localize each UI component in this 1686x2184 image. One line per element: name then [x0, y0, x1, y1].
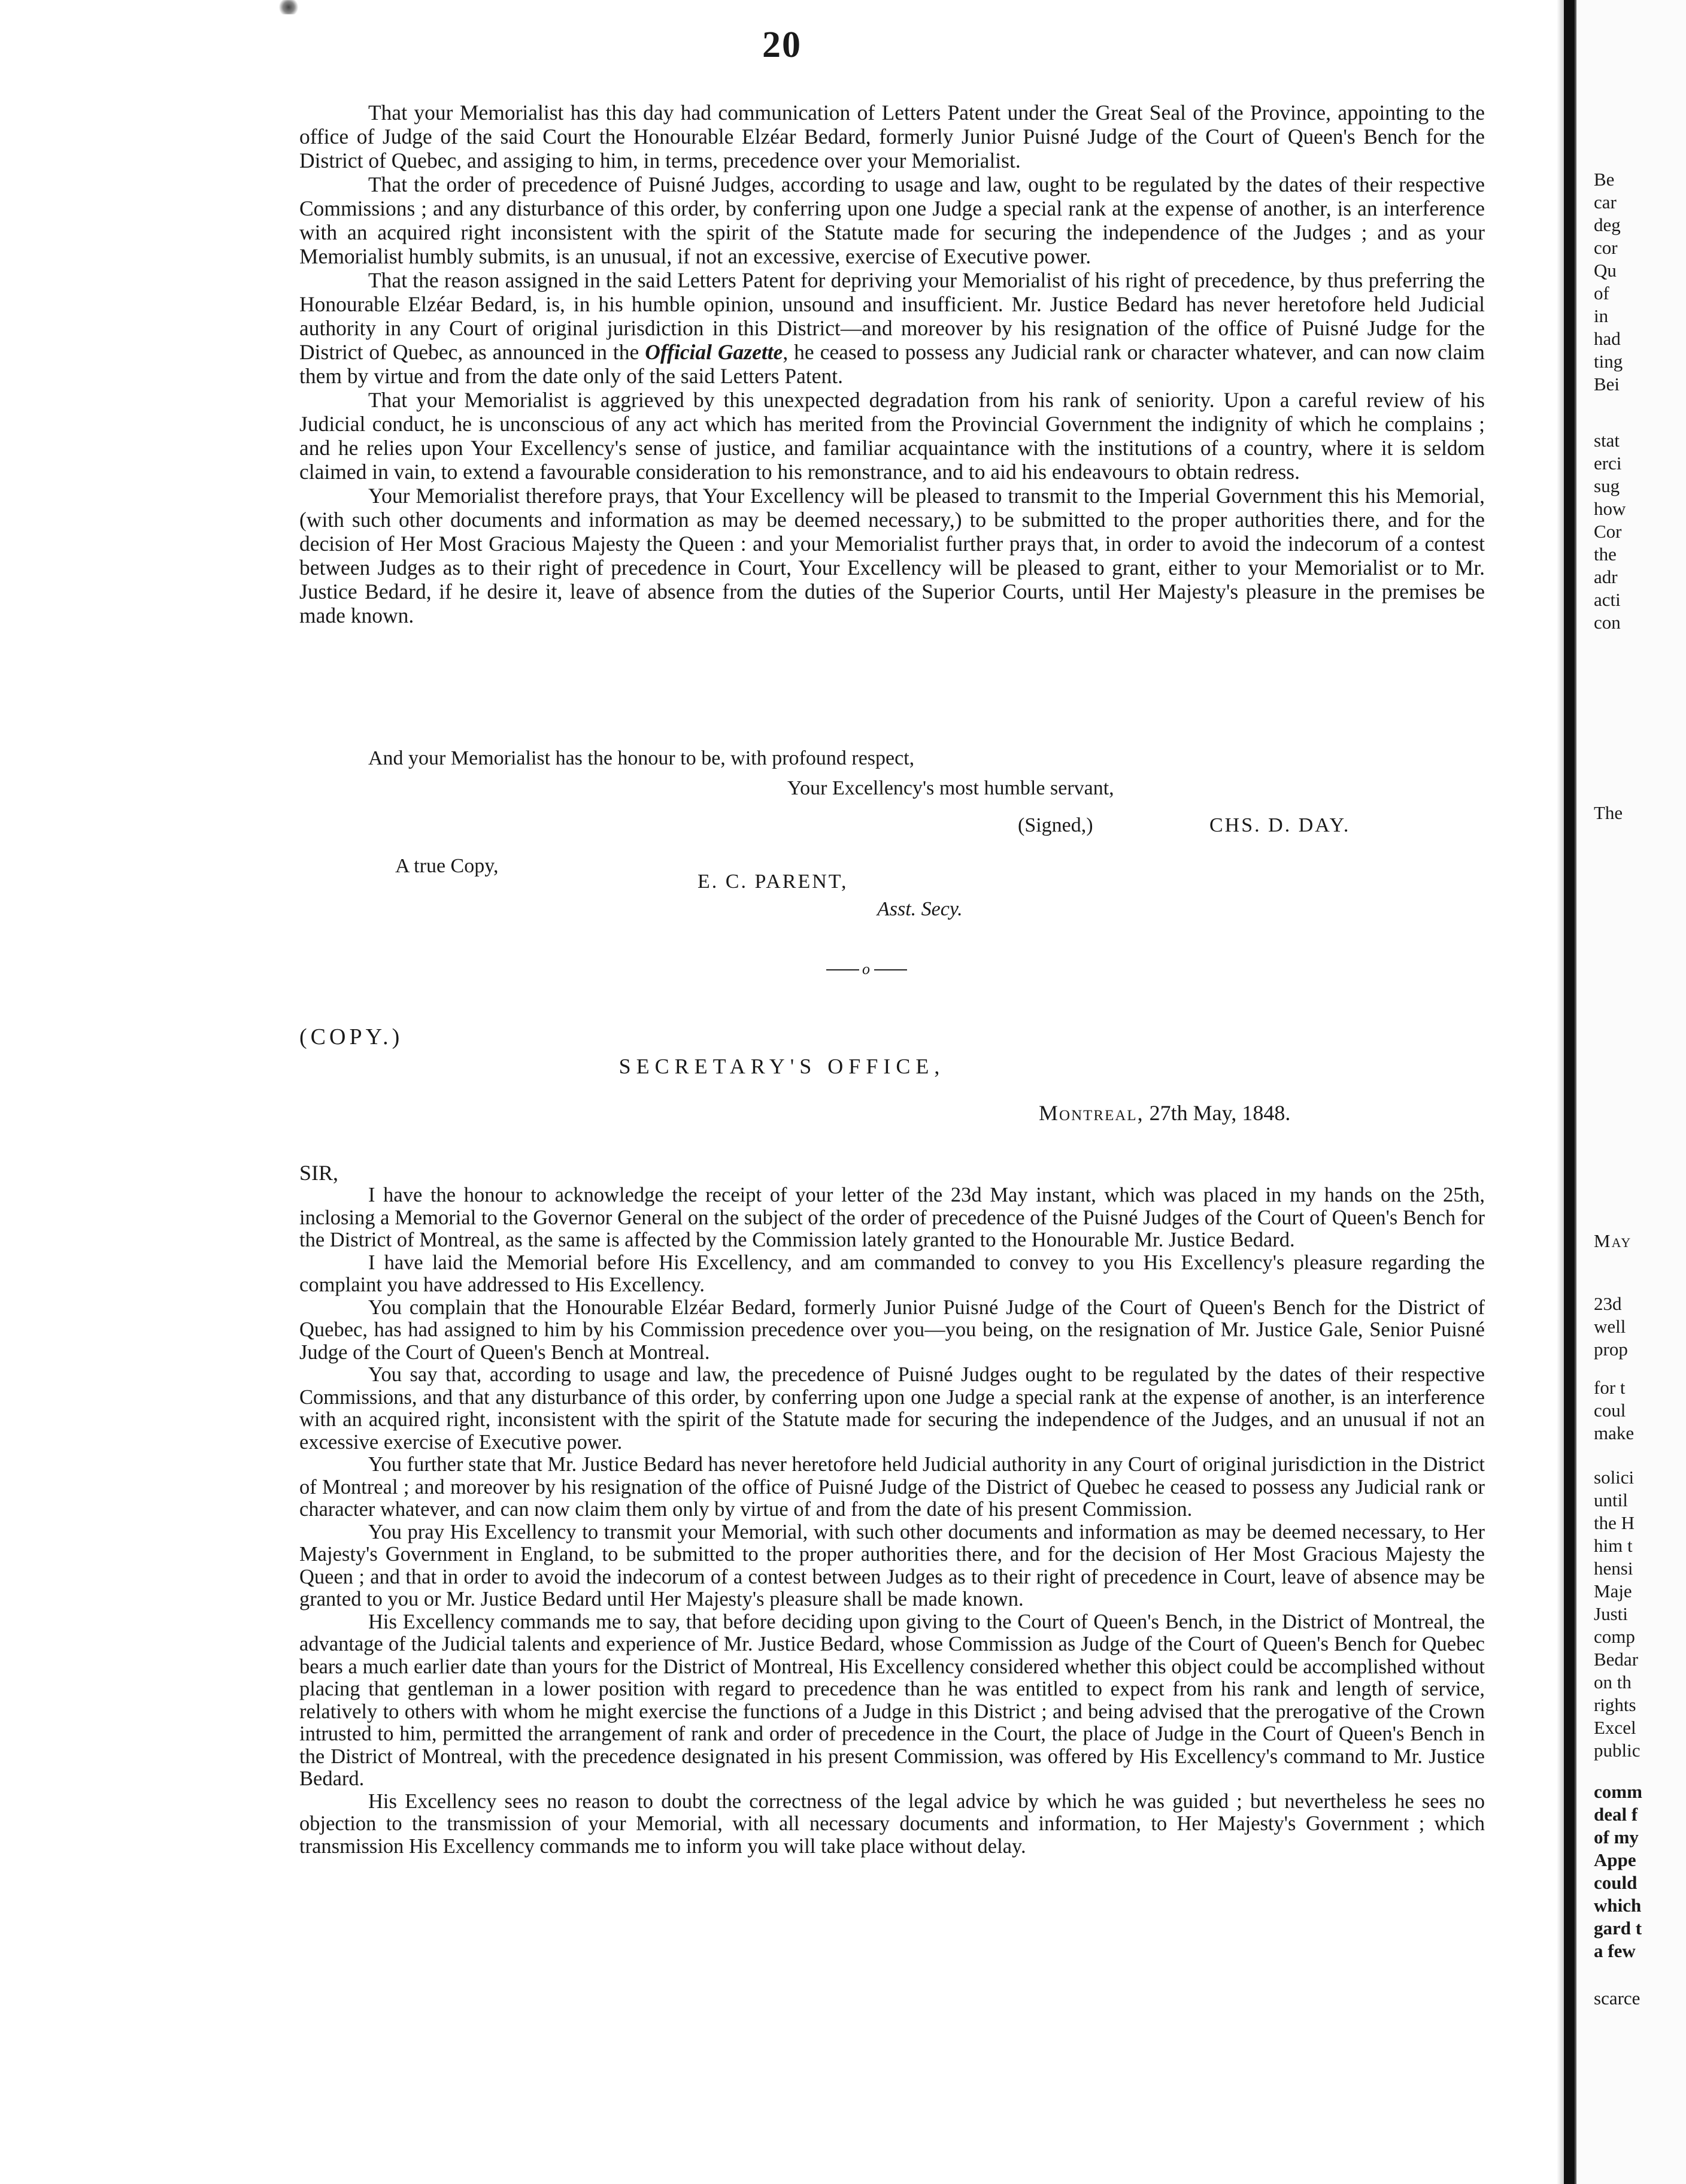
facing-page-fragment: how: [1594, 498, 1626, 519]
reply-paragraph: His Excellency sees no reason to doubt the correctness of the legal advice by which he was guided ; but nevertheless he sees no objection to the transmission of your Memorial, with all necessary documents and information, to Her Majesty's Government ; which transmission His Excellency commands me to inform you will take place without delay.: [299, 1789, 1485, 1858]
memorial-paragraph: Your Memorialist therefore prays, that Your Excellency will be pleased to transmit to the Imperial Government this his Memorial, (with such other documents and information as may be deemed necessary,) to be submitted to the proper authorities there, and for the decision of Her Most Gracious Majesty the Queen : and your Memorialist further prays that, in order to avoid the indecorum of a contest between Judges as to their right of precedence in Court, Your Excellency will be pleased to grant, either to your Memorialist or to Mr. Justice Bedard, if he desire it, leave of absence from the duties of the Superior Courts, until Her Majesty's pleasure in the premises be made known.: [299, 484, 1485, 627]
facing-page-fragment: well: [1594, 1316, 1626, 1337]
facing-page-fragment: a few: [1594, 1940, 1636, 1961]
facing-page-fragment: Cor: [1594, 521, 1622, 542]
facing-page-fragment: stat: [1594, 430, 1620, 451]
facing-page-fragment: comm: [1594, 1781, 1642, 1802]
facing-page-fragment: acti: [1594, 589, 1621, 610]
reply-dateline: [1039, 1100, 1290, 1126]
memorial-body: [299, 101, 1485, 627]
facing-page-fragment: gard t: [1594, 1918, 1642, 1939]
office-heading: SECRETARY'S OFFICE,: [618, 1054, 945, 1078]
book-gutter: [1564, 0, 1575, 2184]
facing-page-fragment: make: [1594, 1422, 1635, 1443]
facing-page-fragment: adr: [1594, 566, 1618, 587]
gutter-shadow: [1557, 0, 1564, 2184]
facing-page-fragment: on th: [1594, 1672, 1632, 1692]
reply-paragraph: You pray His Excellency to transmit your Memorial, with such other documents and information as may be deemed necessary, to Her Majesty's Government in England, to be submitted to the proper authorities there, and for the decision of Her Most Gracious Majesty the Queen ; and that in order to avoid the indecorum of a contest between Judges as to their right of precedence in Court, leave of absence may be granted to you or Mr. Justice Bedard until Her Majesty's pleasure shall be made known.: [299, 1520, 1485, 1610]
memorial-paragraph: That the reason assigned in the said Letters Patent for depriving your Memorialist of his right of precedence, by thus preferring the Honourable Elzéar Bedard, is, in his humble opinion, unsound and insufficient. Mr. Justice Bedard has never heretofore held Judicial authority in any Court of original jurisdiction in this District—and moreover by his resignation of the office of Puisné Judge for the District of Quebec, as announced in the Official Gazette, he ceased to possess any Judicial rank or character whatever, and can now claim them by virtue and from the date only of the said Letters Patent.: [299, 268, 1485, 388]
facing-page-fragment: hensi: [1594, 1558, 1633, 1579]
divider-mark: o: [862, 960, 870, 978]
facing-page-fragment: cor: [1594, 237, 1618, 258]
facing-page-fragment: the: [1594, 544, 1617, 565]
facing-page-fragment: con: [1594, 612, 1621, 633]
facing-page-fragment: deg: [1594, 214, 1621, 235]
reply-paragraph: You complain that the Honourable Elzéar Bedard, formerly Junior Puisné Judge of the Court of Queen's Bench for the District of Quebec, has had assigned to him by his Commission precedence over you—you being, on the resignation of Mr. Justice Gale, Senior Puisné Judge of the Court of Queen's Bench at Montreal.: [299, 1296, 1485, 1364]
facing-page-fragment: Maje: [1594, 1581, 1632, 1601]
reply-paragraph: I have laid the Memorial before His Excellency, and am commanded to convey to you His Excellency's pleasure regarding the complaint you have addressed to His Excellency.: [299, 1251, 1485, 1296]
facing-page-fragment: Appe: [1594, 1849, 1636, 1870]
facing-page-fragment: had: [1594, 328, 1621, 349]
memorial-signer: CHS. D. DAY.: [1209, 814, 1351, 836]
reply-body: [299, 1184, 1485, 1858]
signed-label: (Signed,): [1018, 814, 1093, 836]
facing-page-fragment: Qu: [1594, 260, 1617, 281]
copy-label: (COPY.): [299, 1024, 404, 1049]
facing-page-fragment: The: [1594, 802, 1623, 823]
facing-page-fragment: May: [1594, 1230, 1632, 1251]
reply-paragraph: His Excellency commands me to say, that before deciding upon giving to the Court of Queen's Bench, in the District of Montreal, the advantage of the Judicial talents and experience of Mr. Justice Bedard, whose Commission as Judge of the Court of Queen's Bench for Quebec bears a much earlier date than yours for the District of Montreal, His Excellency considered whether this object could be accomplished without placing that gentleman in a lower position with regard to precedence than he was entitled to expect from his rank and length of service, relatively to others with whom he might exercise the functions of a Judge in this District ; and being advised that the prerogative of the Crown intrusted to him, permitted the arrangement of rank and order of precedence in the Court, the place of Judge in the Court of Queen's Bench in the District of Montreal, with the precedence designated in his present Commission, was offered by His Excellency's command to Mr. Justice Bedard.: [299, 1610, 1485, 1790]
facing-page-fragment: Justi: [1594, 1603, 1628, 1624]
facing-page-fragment: of my: [1594, 1827, 1639, 1848]
facing-page-fragment: Be: [1594, 169, 1615, 190]
salutation: SIR,: [299, 1161, 339, 1185]
facing-page-fragment: for t: [1594, 1377, 1626, 1398]
facing-page-fragment: him t: [1594, 1535, 1633, 1556]
section-divider: [826, 960, 910, 978]
reply-paragraph: You say that, according to usage and law, the precedence of Puisné Judges ought to be regulated by the dates of their respective Commissions, and that any disturbance of this order, by conferring upon one Judge a special rank at the expense of another, is an interference with an acquired right, inconsistent with the spirit of the Statute made for securing the independence of the Judges, and an unusual if not an excessive exercise of Executive power.: [299, 1363, 1485, 1454]
facing-page-fragment: Bei: [1594, 374, 1620, 395]
facing-page-fragment: could: [1594, 1872, 1638, 1893]
reply-paragraph: I have the honour to acknowledge the receipt of your letter of the 23d May instant, which was placed in my hands on the 25th, inclosing a Memorial to the Governor General on the subject of the order of precedence of the Puisné Judges of the Court of Queen's Bench for the District of Montreal, as the same is affected by the Commission lately granted to the Honourable Mr. Justice Bedard.: [299, 1184, 1485, 1251]
facing-page-fragment: in: [1594, 305, 1609, 326]
copy-signer: E. C. PARENT,: [698, 870, 848, 893]
facing-page-fragment: which: [1594, 1895, 1642, 1916]
date-rest: 27th May, 1848.: [1149, 1101, 1291, 1125]
facing-page-fragment: public: [1594, 1740, 1640, 1761]
memorial-paragraph: That the order of precedence of Puisné Judges, according to usage and law, ought to be regulated by the dates of their respective Commissions ; and any disturbance of this order, by conferring upon one Judge a special rank at the expense of another, is an interference with an acquired right inconsistent with the spirit of the Statute made for securing the independence of the Judges ; and as your Memorialist humbly submits, is an unusual, if not an excessive, exercise of Executive power.: [299, 172, 1485, 268]
facing-page-fragment: prop: [1594, 1339, 1628, 1360]
facing-page-fragment: the H: [1594, 1512, 1635, 1533]
facing-page-fragment: deal f: [1594, 1804, 1638, 1825]
facing-page-edge: [1575, 0, 1576, 2184]
memorial-servant-line: Your Excellency's most humble servant,: [787, 777, 1114, 799]
memorial-paragraph: That your Memorialist is aggrieved by this unexpected degradation from his rank of seniority. Upon a careful review of his Judicial conduct, he is unconscious of any act which has merited from the Provincial Government the indignity of which he complains ; and he relies upon Your Excellency's sense of justice, and familiar acquaintance with the institutions of a country, where it is seldom claimed in vain, to extend a favourable consideration to his remonstrance, and to aid his endeavours to obtain redress.: [299, 388, 1485, 484]
facing-page-fragment: erci: [1594, 453, 1622, 474]
memorial-closing: And your Memorialist has the honour to be, with profound respect,: [368, 747, 915, 769]
facing-page-fragment: 23d: [1594, 1293, 1622, 1314]
facing-page-fragment: coul: [1594, 1400, 1626, 1421]
reply-paragraph: You further state that Mr. Justice Bedard has never heretofore held Judicial authority in any Court of original jurisdiction in the District of Montreal ; and moreover by his resignation of the office of Puisné Judge of the District of Quebec he ceased to possess any Judicial rank or character whatever, and can now claim them only by virtue of and from the date of his present Commission.: [299, 1453, 1485, 1521]
gazette-title: Official Gazette: [645, 340, 783, 364]
facing-page-fragment: rights: [1594, 1694, 1636, 1715]
facing-page-fragment: Bedar: [1594, 1649, 1639, 1670]
ink-smudge: [277, 0, 301, 14]
facing-page-fragment: scarce: [1594, 1988, 1640, 2009]
facing-page-fragment: Excel: [1594, 1717, 1636, 1738]
facing-page-fragment: until: [1594, 1490, 1628, 1510]
facing-page-fragment: ting: [1594, 351, 1623, 372]
facing-page-fragment: solici: [1594, 1467, 1635, 1488]
true-copy-label: A true Copy,: [395, 855, 499, 877]
facing-page-fragment: of: [1594, 283, 1609, 304]
memorial-paragraph: That your Memorialist has this day had communication of Letters Patent under the Great Seal of the Province, appointing to the office of Judge of the said Court the Honourable Elzéar Bedard, formerly Junior Puisné Judge of the Court of Queen's Bench for the District of Quebec, and assiging to him, in terms, precedence over your Memorialist.: [299, 101, 1485, 172]
facing-page-fragment: sug: [1594, 475, 1620, 496]
page-number: 20: [762, 25, 802, 65]
date-city: Montreal,: [1039, 1101, 1144, 1125]
facing-page-fragment: comp: [1594, 1626, 1635, 1647]
facing-page-fragment: car: [1594, 192, 1617, 213]
copy-signer-title: Asst. Secy.: [877, 898, 963, 920]
